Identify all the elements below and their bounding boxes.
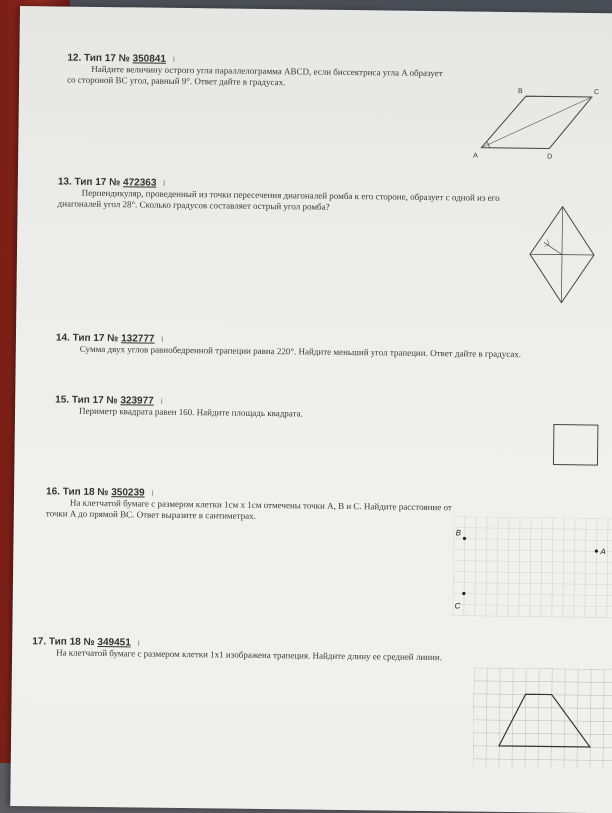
info-icon[interactable]: i — [161, 334, 164, 344]
label-a: A — [600, 547, 606, 557]
info-icon[interactable]: i — [137, 638, 140, 648]
task-12-text: Найдите величину острого угла параллелограмма ABCD, если биссектриса угла A образует со стороной BC угол, равный 9°. Ответ дайте в градусах. — [67, 63, 443, 88]
task-13-text: Перпендикуляр, проведенный из точки пересечения диагоналей ромба к его стороне, образует с одной из его диагоналей угол 28°. Сколько градусов составляет острый угол ромба? — [57, 187, 500, 212]
task-15-text: Периметр квадрата равен 160. Найдите площадь квадрата. — [78, 405, 303, 419]
task-17-text: На клетчатой бумаге с размером клетки 1x1 изображена трапеция. Найдите длину ее средней линии. — [56, 647, 442, 663]
square-figure — [549, 421, 606, 472]
parallelogram-figure — [473, 82, 604, 164]
task-16-id-link[interactable]: 350239 — [111, 487, 145, 499]
task-16 — [46, 486, 466, 524]
rhombus-figure — [521, 202, 602, 313]
task-13-header-prefix: 13. Тип 17 № — [57, 176, 121, 189]
task-12 — [67, 53, 467, 91]
task-17-id-link[interactable]: 349451 — [97, 636, 131, 649]
info-icon[interactable]: i — [163, 178, 166, 188]
task-13-id-link[interactable]: 472363 — [122, 177, 157, 189]
label-b: B — [455, 528, 461, 538]
task-14-text: Сумма двух углов равнобедренной трапеции равна 220°. Найдите меньший угол трапеции. Ответ дайте в градусах. — [79, 343, 522, 360]
task-12-header-prefix: 12. Тип 17 № — [67, 52, 130, 65]
task-12-id-link[interactable]: 350841 — [132, 53, 167, 65]
label-b: B — [517, 88, 523, 96]
task-15-header-prefix: 15. Тип 17 № — [55, 394, 118, 407]
grid-figure-17 — [473, 668, 612, 770]
task-13 — [58, 176, 538, 215]
task-14 — [56, 332, 612, 361]
info-icon[interactable]: i — [151, 488, 154, 498]
task-17-header-prefix: 17. Тип 18 № — [32, 636, 95, 648]
info-icon[interactable]: i — [160, 396, 163, 406]
label-c: C — [593, 89, 600, 97]
label-c: C — [454, 601, 461, 611]
task-16-header-prefix: 16. Тип 18 № — [45, 486, 109, 499]
label-d: D — [547, 153, 553, 161]
grid-figure-16 — [453, 516, 612, 618]
task-14-header-prefix: 14. Тип 17 № — [55, 332, 119, 345]
task-17 — [32, 636, 482, 663]
task-16-text: На клетчатой бумаге с размером клетки 1см х 1см отмечены точки A, B и C. Найдите расстояние от точки A до прямой BC. Ответ выразите в сантиметрах. — [45, 497, 452, 521]
task-15-id-link[interactable]: 323977 — [120, 395, 154, 407]
info-icon[interactable]: i — [172, 54, 176, 64]
label-a: A — [473, 152, 478, 160]
task-14-id-link[interactable]: 132777 — [121, 333, 155, 345]
worksheet-page — [10, 6, 612, 813]
task-15 — [55, 394, 535, 422]
